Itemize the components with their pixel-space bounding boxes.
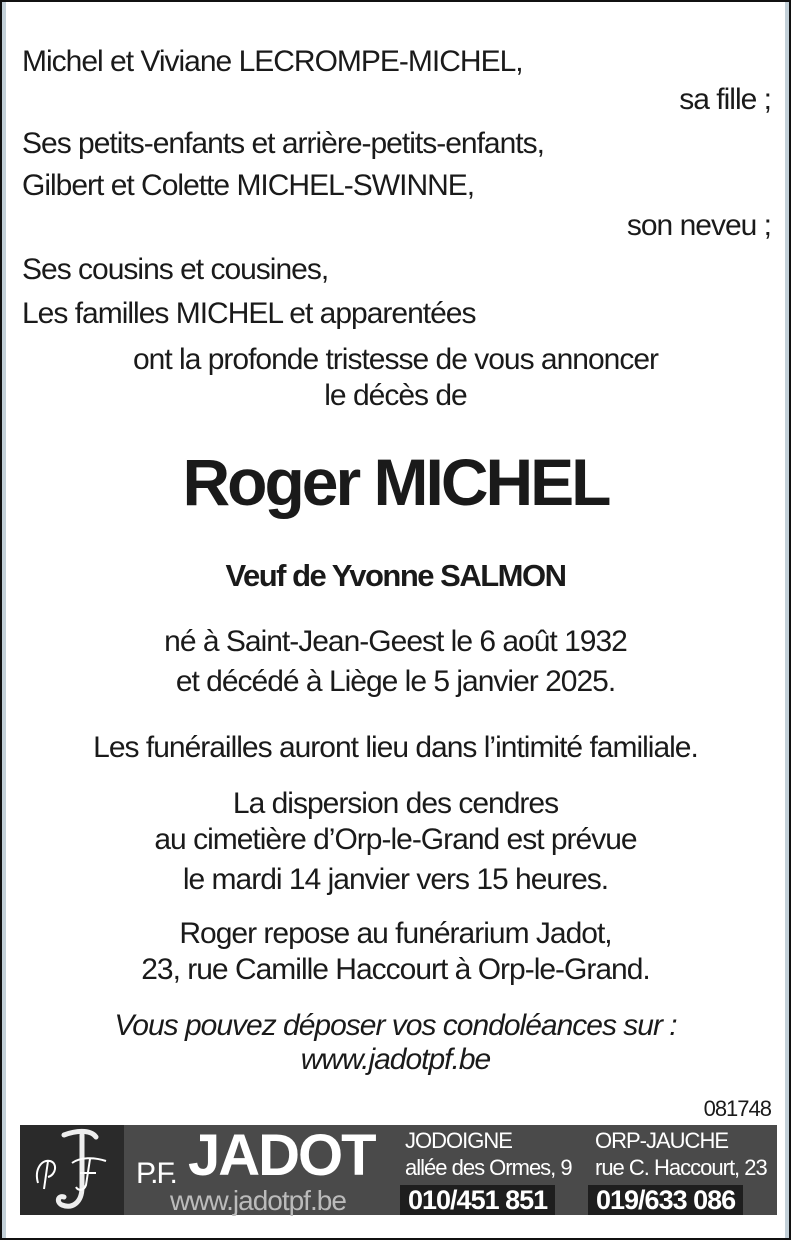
dispersion-line: La dispersion des cendres [232,787,559,820]
deceased-name: Roger MICHEL [182,445,609,519]
logo-monogram-icon [20,1125,124,1215]
brand-name: JADOT [188,1123,375,1188]
family-line: Ses petits-enfants et arrière-petits-enfants, [22,127,544,160]
family-line: Gilbert et Colette MICHEL-SWINNE, [22,169,475,202]
reference-number: 081748 [703,1096,771,1121]
family-line: Michel et Viviane LECROMPE-MICHEL, [22,45,523,78]
family-line: Ses cousins et cousines, [22,253,329,286]
repose-line: Roger repose au funérarium Jadot, [179,917,612,950]
office-phone: 010/451 851 [400,1185,555,1215]
family-line: Les familles MICHEL et apparentées [22,297,476,330]
announce-line: le décès de [324,379,467,412]
dispersion-line: au cimetière d’Orp-le-Grand est prévue [154,823,637,856]
office-city: ORP-JAUCHE [595,1128,729,1153]
brand-website[interactable]: www.jadotpf.be [170,1185,346,1216]
condolences-link[interactable]: www.jadotpf.be [300,1043,491,1076]
widower-of: Veuf de Yvonne SALMON [225,558,566,593]
repose-line: 23, rue Camille Haccourt à Orp-le-Grand. [141,953,650,986]
office-address: rue C. Haccourt, 23 [595,1155,767,1180]
office-city: JODOIGNE [405,1128,512,1153]
announce-line: ont la profonde tristesse de vous annoncer [132,343,659,376]
family-relation: son neveu ; [626,209,771,242]
office-address: allée des Ormes, 9 [405,1155,572,1180]
funeral-home-banner [20,1125,777,1215]
office-phone: 019/633 086 [588,1185,743,1215]
brand-prefix: P.F. [136,1157,176,1190]
death-line: et décédé à Liège le 5 janvier 2025. [175,665,616,698]
birth-line: né à Saint-Jean-Geest le 6 août 1932 [164,625,627,658]
family-relation: sa fille ; [679,83,771,116]
funeral-line: Les funérailles auront lieu dans l’intimité familiale. [93,731,698,764]
pf-jadot-logo [20,1125,124,1215]
dispersion-line: le mardi 14 janvier vers 15 heures. [182,863,609,896]
condolences-line: Vous pouvez déposer vos condoléances sur : [114,1009,677,1042]
